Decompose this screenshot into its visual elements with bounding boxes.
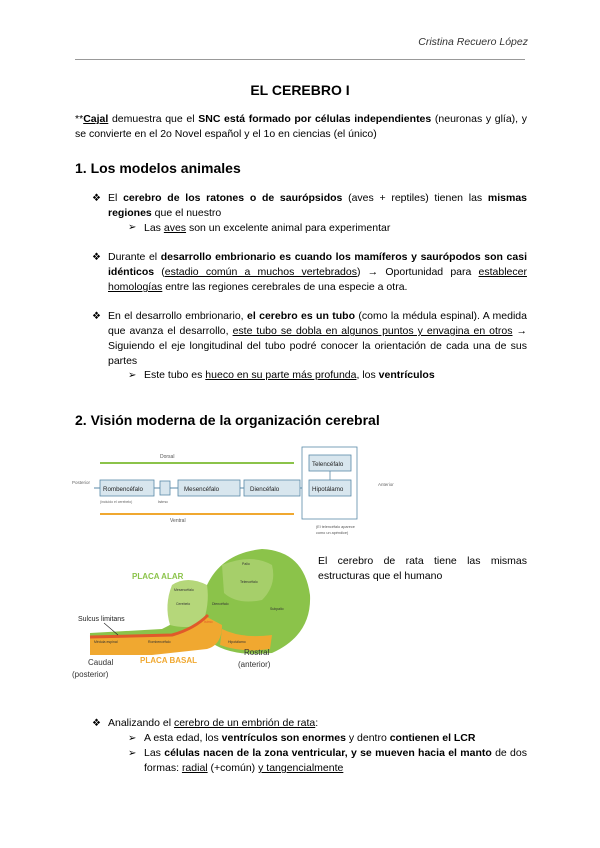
bullet-4-sub-1: A esta edad, los ventrículos son enormes y dentro contienen el LCR <box>144 732 476 744</box>
anterior-region-label: (anterior) <box>238 660 271 669</box>
istmo-box <box>160 481 170 495</box>
telencefalo-region-label: Telencéfalo <box>240 580 258 584</box>
istmo-region-label: Istmo <box>204 620 213 624</box>
subpalio-label: Subpalio <box>270 607 284 611</box>
page-title: EL CEREBRO I <box>250 82 350 98</box>
bullet-4-sub-2: Las células nacen de la zona ventricular, y se mueven hacia el manto de dos formas: radial (+común) y tangencialmente <box>144 747 527 774</box>
placa-alar-label: PLACA ALAR <box>132 572 184 581</box>
section-2-heading: 2. Visión moderna de la organización cerebral <box>75 412 380 428</box>
mesencefalo-label: Mesencéfalo <box>184 486 220 493</box>
placa-basal-label: PLACA BASAL <box>140 656 198 665</box>
arrow-bullet-icon: ➢ <box>128 748 137 759</box>
diamond-bullet-icon: ❖ <box>92 311 101 322</box>
diamond-bullet-icon: ❖ <box>92 718 101 729</box>
section-1-heading: 1. Los modelos animales <box>75 160 241 176</box>
embryo-brain-diagram <box>72 545 312 685</box>
rostral-label: Rostral <box>244 648 270 657</box>
telencefalo-note-1: (El telencéfalo aparece <box>316 525 355 529</box>
anterior-label: Anterior <box>378 482 394 487</box>
brain-axis-diagram <box>72 444 412 540</box>
diencefalo-region-label: Diencéfalo <box>212 602 229 606</box>
cerebelo-note: (incluido el cerebelo) <box>100 500 133 504</box>
arrow-bullet-icon: ➢ <box>128 222 137 233</box>
istmo-label: Istmo <box>158 499 168 504</box>
hipotalamo-label: Hipotálamo <box>312 486 344 493</box>
rombencefalo-label: Rombencéfalo <box>103 486 143 493</box>
diamond-bullet-icon: ❖ <box>92 252 101 263</box>
rombencefalo-region-label: Rombencéfalo <box>148 640 171 644</box>
bullet-1-sub: Las aves son un excelente animal para experimentar <box>144 222 391 234</box>
diamond-bullet-icon: ❖ <box>92 193 101 204</box>
bullet-3: En el desarrollo embrionario, el cerebro es un tubo (como la médula espinal). A medida que avanza el desarrollo, este tubo se dobla en algunos puntos y envagina en otros → Siguiendo el eje longitudinal del tubo podré conocer la orientación de cada una de sus partes <box>108 310 527 367</box>
diencefalo-label: Diencéfalo <box>250 486 280 493</box>
posterior-region-label: (posterior) <box>72 670 109 679</box>
cajal-name: Cajal <box>83 113 109 125</box>
bullet-1: El cerebro de los ratones o de saurópsidos (aves + reptiles) tienen las mismas regiones que el nuestro <box>108 192 527 219</box>
palio-label: Palio <box>242 562 250 566</box>
arrow-bullet-icon: ➢ <box>128 733 137 744</box>
bullet-3-sub: Este tubo es hueco en su parte más profunda, los ventrículos <box>144 369 435 381</box>
dorsal-label: Dorsal <box>160 454 175 460</box>
posterior-label: Posterior <box>72 480 91 485</box>
header-rule <box>75 59 525 60</box>
arrow-bullet-icon: ➢ <box>128 370 137 381</box>
cerebelo-label: Cerebelo <box>176 602 191 606</box>
diagram-side-text: El cerebro de rata tiene las mismas estructuras que el humano <box>318 555 527 582</box>
hipotalamo-region-label: Hipotálamo <box>228 640 246 644</box>
intro-paragraph: **Cajal demuestra que el SNC está formado por células independientes (neuronas y glía), y se convierte en el 2o Novel español y el 1o en ciencias (el único) <box>75 113 528 140</box>
mesencefalo-region-label: Mesencéfalo <box>174 588 194 592</box>
medula-label: Médula espinal <box>94 640 118 644</box>
ventral-label: Ventral <box>170 518 186 524</box>
bullet-2: Durante el desarrollo embrionario es cuando los mamíferos y saurópodos son casi idénticos (estadio común a muchos vertebrados) → Oportunidad para establecer homologías entre las regiones cerebrales de una especie a otra. <box>108 251 527 293</box>
telencefalo-label: Telencéfalo <box>312 461 344 468</box>
bullet-4: Analizando el cerebro de un embrión de rata: <box>108 717 319 729</box>
sulcus-label: Sulcus limitans <box>78 616 125 623</box>
author-name: Cristina Recuero López <box>418 36 528 48</box>
caudal-label: Caudal <box>88 658 114 667</box>
telencefalo-note-2: como un apéndice) <box>316 531 349 535</box>
